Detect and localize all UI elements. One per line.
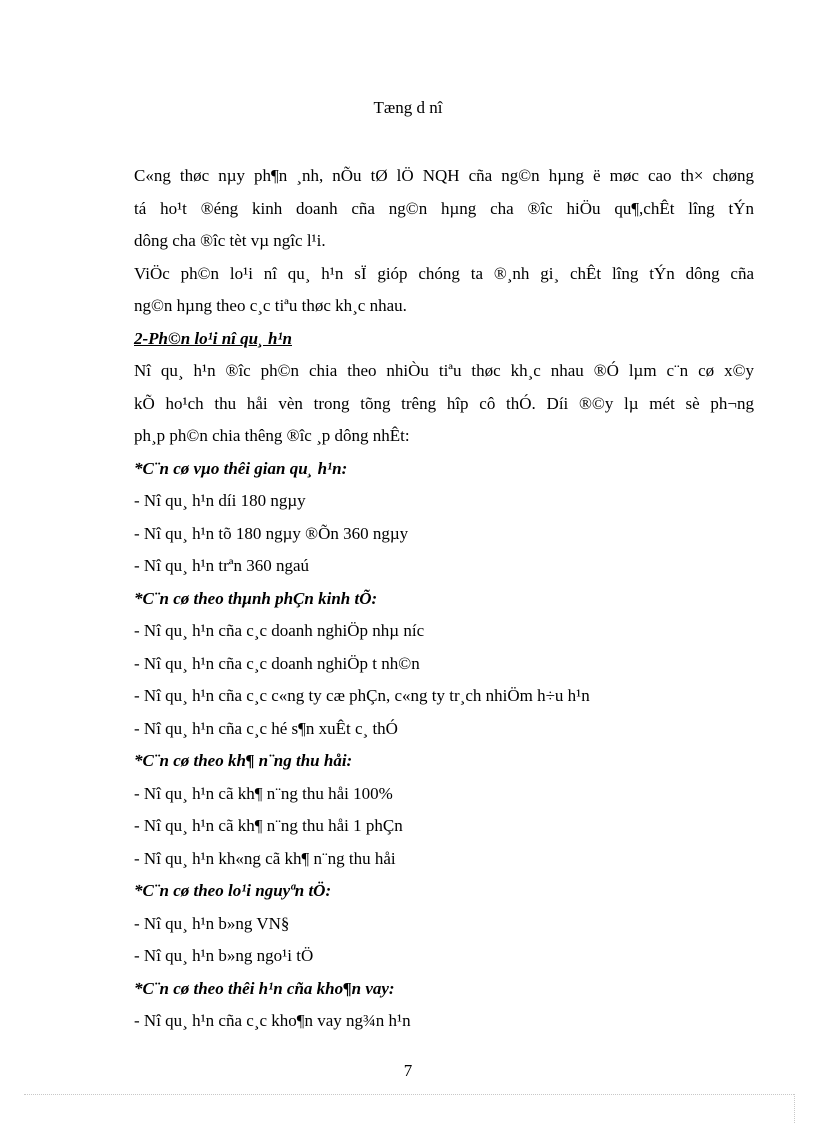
page-bottom-border [24,1094,794,1095]
subsection-heading: *C¨n cø vµo thêi gian qu¸ h¹n: [134,458,348,478]
page-right-border [794,1094,795,1123]
list-item: - Nî qu¸ h¹n trªn 360 ngaú [134,556,310,575]
section-heading: 2-Ph©n lo¹i nî qu¸ h¹n [134,328,292,348]
list-item: - Nî qu¸ h¹n cña c¸c doanh nghiÖp t nh©n [134,653,420,673]
list-item: - Nî qu¸ h¹n cña c¸c hé s¶n xuÊt c¸ thÓ [134,718,398,738]
paragraph-line: ViÖc ph©n lo¹i nî qu¸ h¹n sÏ gióp chóng ta ®¸nh gi¸ chÊt lîng tÝn dông cña [134,263,754,283]
subsection-heading: *C¨n cø theo kh¶ n¨ng thu håi: [134,751,353,770]
list-item: - Nî qu¸ h¹n b»ng ngo¹i tÖ [134,946,314,965]
list-item: - Nî qu¸ h¹n díi 180 ngµy [134,491,306,510]
subsection-heading: *C¨n cø theo lo¹i nguyªn tÖ: [134,881,332,900]
list-item: - Nî qu¸ h¹n kh«ng cã kh¶ n¨ng thu håi [134,848,396,868]
paragraph-line: dông cha ®îc tèt vµ ngîc l¹i. [134,231,326,250]
paragraph-line: C«ng thøc nµy ph¶n ¸nh, nÕu tØ lÖ NQH cña ng©n hµng ë møc cao th× chøng [134,166,754,185]
list-item: - Nî qu¸ h¹n b»ng VN§ [134,913,290,933]
subsection-heading: *C¨n cø theo thµnh phÇn kinh tÕ: [134,588,378,608]
list-item: - Nî qu¸ h¹n cã kh¶ n¨ng thu håi 1 phÇn [134,816,403,835]
paragraph-line: kÕ ho¹ch thu håi vèn trong tõng trêng hîp cô thÓ. Díi ®©y lµ mét sè ph¬ng [134,393,754,413]
list-item: - Nî qu¸ h¹n tõ 180 ngµy ®Õn 360 ngµy [134,523,409,543]
list-item: - Nî qu¸ h¹n cña c¸c c«ng ty cæ phÇn, c«ng ty tr¸ch nhiÖm h÷u h¹n [134,686,590,705]
document-body [134,160,754,1038]
paragraph-line: ph¸p ph©n chia thêng ®îc ¸p dông nhÊt: [134,426,410,445]
list-item: - Nî qu¸ h¹n cã kh¶ n¨ng thu håi 100% [134,783,393,803]
subsection-heading: *C¨n cø theo thêi h¹n cña kho¶n vay: [134,978,395,998]
page-header-total-outstanding: Tæng d nî [373,98,443,117]
list-item: - Nî qu¸ h¹n cña c¸c kho¶n vay ng¾n h¹n [134,1011,411,1030]
page-number: 7 [403,1061,413,1080]
paragraph-line: tá ho¹t ®éng kinh doanh cña ng©n hµng cha ®îc hiÖu qu¶,chÊt lîng tÝn [134,198,754,218]
list-item: - Nî qu¸ h¹n cña c¸c doanh nghiÖp nhµ níc [134,621,425,640]
paragraph-line: ng©n hµng theo c¸c tiªu thøc kh¸c nhau. [134,296,407,315]
paragraph-line: Nî qu¸ h¹n ®îc ph©n chia theo nhiÒu tiªu thøc kh¸c nhau ®Ó lµm c¨n cø x©y [134,361,754,380]
